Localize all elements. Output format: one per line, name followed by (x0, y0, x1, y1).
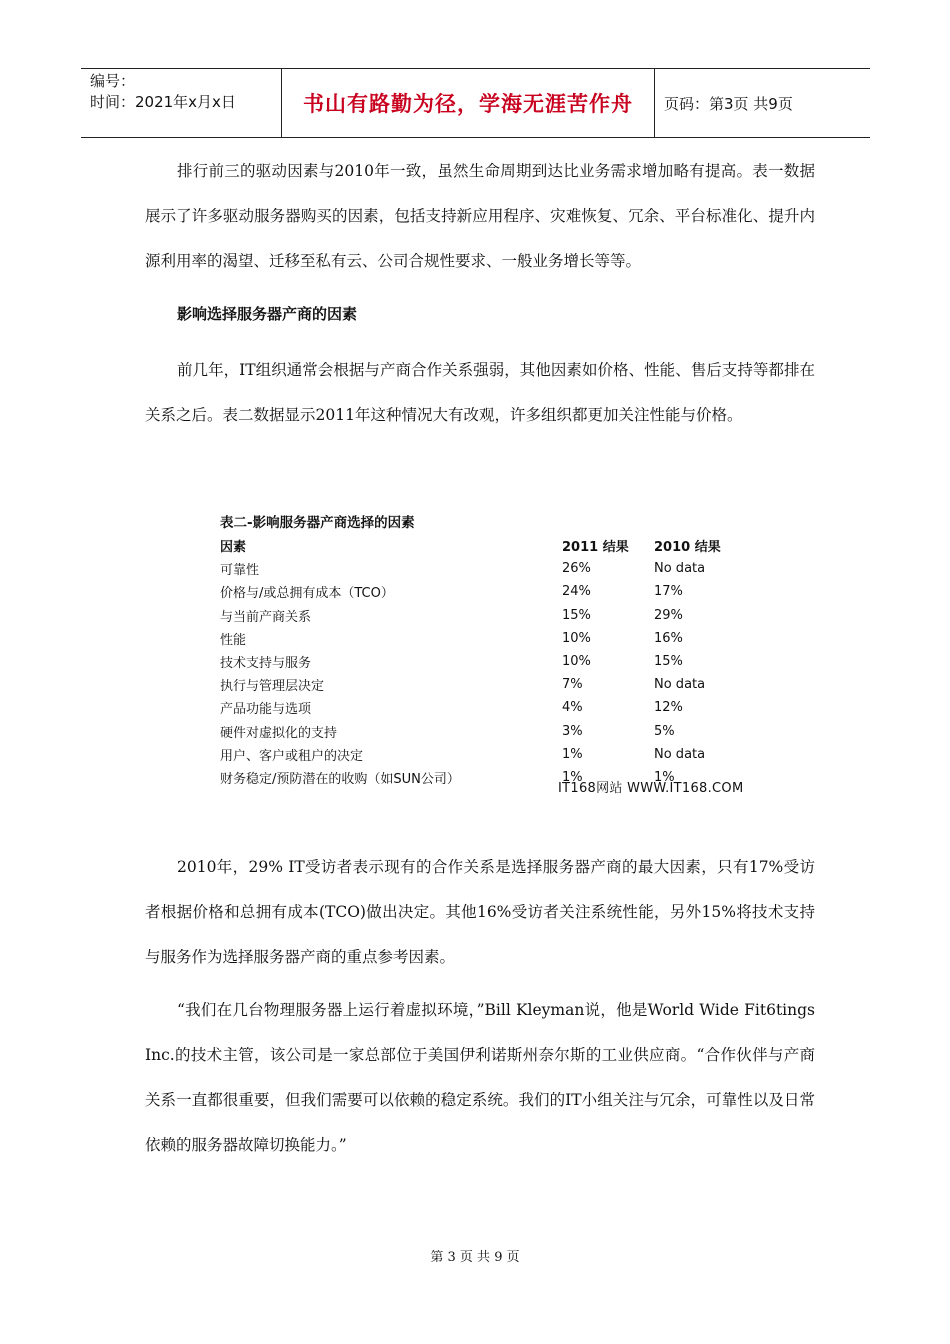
table-row: 可靠性 26% No data (220, 561, 706, 579)
header-page-label: 页码：第3页 共9页 (664, 94, 793, 113)
table-row: 财务稳定/预防潜在的收购（如SUN公司） 1% 1% (220, 769, 675, 787)
header-2011: 2011 结果 (562, 540, 629, 556)
table-row: 产品功能与选项 4% 12% (220, 700, 683, 718)
table-row: 性能 10% 16% (220, 630, 683, 648)
table-header-row (220, 534, 754, 557)
page-footer: 第 3 页 共 9 页 (430, 1250, 520, 1265)
section-heading: 影响选择服务器产商的因素 (177, 305, 358, 323)
table-row: 用户、客户或租户的决定 1% No data (220, 746, 706, 764)
table-row: 价格与/或总拥有成本（TCO） 24% 17% (220, 584, 683, 602)
document-header (81, 68, 870, 138)
table-title: 表二-影响服务器产商选择的因素 (220, 515, 415, 531)
header-factor: 因素 (220, 540, 247, 556)
factors-table (220, 534, 754, 789)
table-watermark: IT168网站 WWW.IT168.COM (558, 781, 744, 796)
table-row: 执行与管理层决定 7% No data (220, 677, 706, 695)
header-motto: 书山有路勤为径，学海无涯苦作舟 (281, 69, 655, 137)
paragraph-2: 前几年，IT组织通常会根据与产商合作关系强弱，其他因素如价格、性能、售后支持等都排在关系之后。表二数据显示2011年这种情况大有改观，许多组织都更加关注性能与价格。 (145, 361, 815, 424)
time-label: 时间：2021年x月x日 (90, 93, 236, 111)
header-meta (81, 69, 281, 137)
paragraph-1: 排行前三的驱动因素与2010年一致，虽然生命周期到达比业务需求增加略有提高。表一数据展示了许多驱动服务器购买的因素，包括支持新应用程序、灾难恢复、冗余、平台标准化、提升内源利用率的渴望、迁移至私有云、公司合规性要求、一般业务增长等等。 (145, 162, 815, 270)
factors-table-figure (214, 505, 754, 800)
number-label: 编号： (90, 72, 136, 90)
paragraph-3: 2010年，29% IT受访者表示现有的合作关系是选择服务器产商的最大因素，只有17%受访者根据价格和总拥有成本(TCO)做出决定。其他16%受访者关注系统性能，另外15%将技术支持与服务作为选择服务器产商的重点参考因素。 (145, 858, 815, 966)
table-row: 与当前产商关系 15% 29% (220, 607, 683, 625)
table-row: 硬件对虚拟化的支持 3% 5% (220, 723, 675, 741)
table-row: 技术支持与服务 10% 15% (220, 654, 683, 672)
header-2010: 2010 结果 (654, 540, 721, 556)
paragraph-4: “我们在几台物理服务器上运行着虚拟环境，”Bill Kleyman说，他是World Wide Fit6tings Inc.的技术主管，该公司是一家总部位于美国伊利诺斯州奈尔斯的工业供应商。“合作伙伴与产商关系一直都很重要，但我们需要可以依赖的稳定系统。我们的IT小组关注与冗余，可靠性以及日常依赖的服务器故障切换能力。” (145, 1001, 815, 1154)
